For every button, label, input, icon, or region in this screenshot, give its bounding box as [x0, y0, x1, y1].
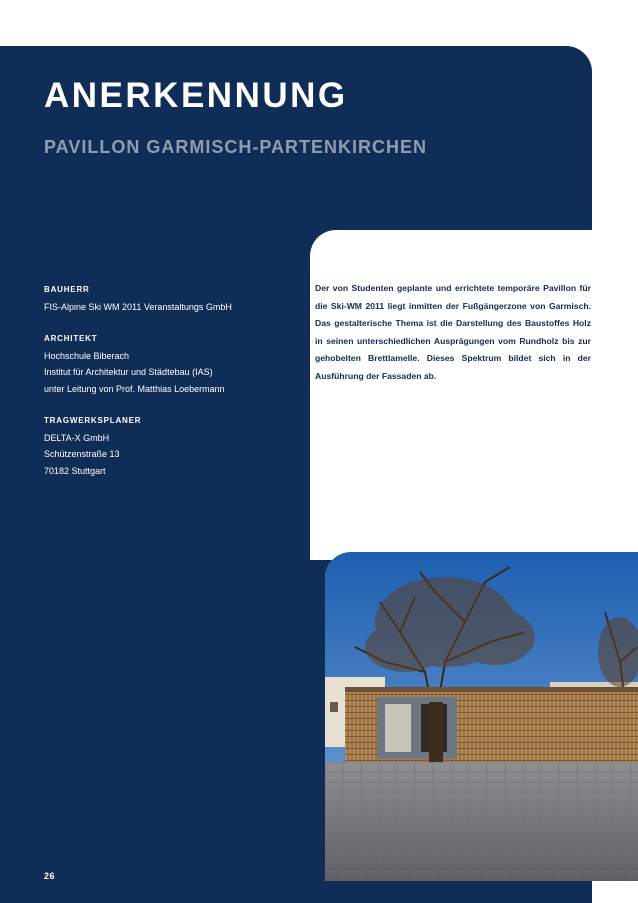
info-line: Hochschule Biberach: [44, 350, 130, 361]
info-label-bauherr: BAUHERR: [44, 285, 90, 294]
info-tragwerksplaner: [44, 413, 299, 479]
project-info: [44, 282, 299, 495]
pavilion-photo-image: [325, 552, 638, 881]
project-description: Der von Studenten geplante und errichtete temporäre Pavillon für die Ski-WM 2011 liegt inmitten der Fußgängerzone von Garmisch. Das gestalterische Thema ist die Darstellung des Baustoffes Holz in seinen unterschiedlichen Ausprägungen vom Rundholz bis zur gehobelten Brettlamelle. Dieses Spektrum bildet sich in der Ausführung der Fassaden ab.: [315, 283, 591, 381]
info-architekt: [44, 331, 299, 397]
page-number: 26: [44, 871, 56, 881]
info-bauherr: [44, 282, 299, 315]
pavilion-photo: [325, 552, 638, 881]
info-line: DELTA-X GmbH: [44, 432, 110, 443]
info-label-architekt: ARCHITEKT: [44, 334, 98, 343]
info-line: Schützenstraße 13: [44, 449, 120, 459]
page-subtitle: PAVILLON GARMISCH-PARTENKIRCHEN: [44, 137, 427, 157]
info-label-tragwerksplaner: TRAGWERKSPLANER: [44, 416, 142, 425]
info-line: FIS-Alpine Ski WM 2011 Veranstaltungs GmbH: [44, 301, 232, 312]
info-line: Institut für Architektur und Städtebau (IAS): [44, 367, 213, 377]
info-line: 70182 Stuttgart: [44, 465, 106, 476]
info-line: unter Leitung von Prof. Matthias Loebermann: [44, 383, 225, 394]
page-title: ANERKENNUNG: [44, 76, 348, 115]
